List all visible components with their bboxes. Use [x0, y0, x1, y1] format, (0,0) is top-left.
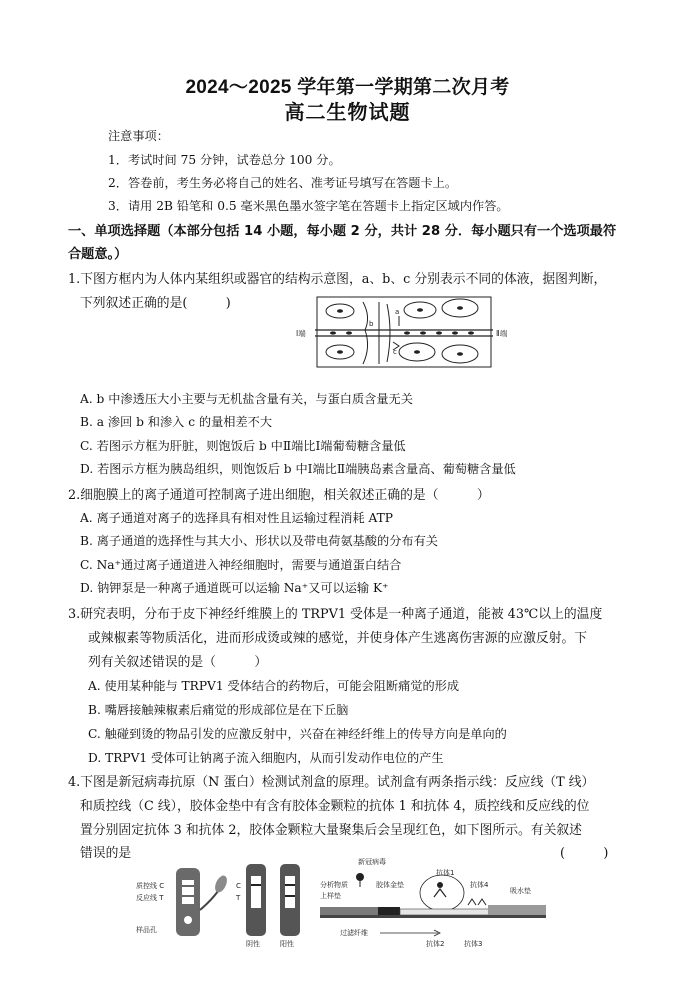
test-strip-diagram [128, 858, 313, 948]
q1-option-d: D. 若图示方框为胰岛组织，则饱饭后 b 中Ⅰ端比Ⅱ端胰岛素含量高、葡萄糖含量低 [80, 462, 516, 476]
label-end-1: Ⅰ端 [296, 329, 306, 338]
label-gold-pad: 胶体金垫 [376, 881, 404, 889]
question-4-stem-cont: 和质控线（C 线），胶体金垫中有含有胶体金颗粒的抗体 1 和抗体 4，质控线和反应线的位 [80, 799, 590, 814]
section-heading-cont: 合题意。） [68, 247, 128, 262]
answer-paren: ( ) [560, 846, 609, 861]
exam-title: 2024～2025 学年第一学期第二次月考 [185, 77, 510, 98]
question-4-stem-cont: 错误的是 [80, 846, 132, 861]
section-heading: 一、单项选择题（本部分包括 14 小题，每小题 2 分，共计 28 分．每小题只有一个选项最符 [68, 224, 617, 239]
label-c-neg: C [236, 882, 241, 890]
label-sample-hole: 样品孔 [136, 926, 157, 934]
q2-option-c: C. Na⁺通过离子通道进入神经细胞时，需要与通道蛋白结合 [80, 558, 402, 572]
label-virus: 新冠病毒 [358, 858, 386, 866]
label-sample: 分析物质 [320, 881, 348, 889]
label-antibody1: 抗体1 [436, 869, 455, 877]
question-3-stem: 3.研究表明，分布于皮下神经纤维膜上的 TRPV1 受体是一种离子通道，能被 43℃以上的温度 [68, 607, 603, 622]
notice-item: 2．答卷前，考生务必将自己的姓名、准考证号填写在答题卡上。 [108, 176, 458, 190]
tissue-structure-diagram [295, 292, 517, 372]
gold-pad-strip [378, 907, 400, 915]
label-negative: 阴性 [246, 940, 260, 948]
label-antibody2: 抗体2 [426, 940, 445, 948]
q3-option-d: D. TRPV1 受体可让钠离子流入细胞内，从而引发动作电位的产生 [88, 751, 444, 765]
label-sample-pad: 上样垫 [320, 892, 341, 900]
q2-option-b: B. 离子通道的选择性与其大小、形状以及带电荷氨基酸的分布有关 [80, 534, 438, 548]
label-t-neg: T [236, 894, 241, 902]
question-4-stem: 4.下图是新冠病毒抗原（N 蛋白）检测试剂盒的原理。试剂盒有两条指示线：反应线（T 线） [68, 775, 595, 790]
label-a: a [395, 308, 400, 316]
q3-option-c: C. 触碰到烫的物品引发的应激反射中，兴奋在神经纤维上的传导方向是单向的 [88, 727, 507, 741]
q1-option-c: C. 若图示方框为肝脏，则饱饭后 b 中Ⅱ端比Ⅰ端葡萄糖含量低 [80, 439, 406, 453]
question-4-stem-cont: 置分别固定抗体 3 和抗体 2，胶体金颗粒大量聚集后会呈现红色，如下图所示。有关叙述 [80, 823, 582, 838]
label-quality-line: 质控线 C [136, 882, 165, 890]
label-membrane: 过滤纤维 [340, 929, 368, 937]
label-positive: 阳性 [280, 940, 294, 948]
q1-option-b: B. a 渗回 b 和渗入 c 的量相差不大 [80, 415, 273, 429]
label-end-2: Ⅱ端 [496, 329, 508, 338]
question-3-stem-cont: 列有关叙述错误的是（ ） [88, 655, 268, 670]
notice-item: 1．考试时间 75 分钟，试卷总分 100 分。 [108, 153, 341, 167]
absorb-pad-strip [488, 905, 546, 915]
q3-option-b: B. 嘴唇接触辣椒素后痛觉的形成部位是在下丘脑 [88, 703, 349, 717]
exam-subject: 高二生物试题 [284, 100, 411, 124]
q1-option-a: A. b 中渗透压大小主要与无机盐含量有关，与蛋白质含量无关 [80, 392, 413, 406]
label-c: c [393, 348, 397, 356]
question-1-stem: 1.下图方框内为人体内某组织或器官的结构示意图，a、b、c 分别表示不同的体液，据图判断， [68, 272, 607, 287]
notice-label: 注意事项： [108, 129, 169, 143]
question-2-stem: 2.细胞膜上的离子通道可控制离子进出细胞，相关叙述正确的是（ ） [68, 488, 490, 503]
question-3-stem-cont: 或辣椒素等物质活化，进而形成烫或辣的感觉，并使身体产生逃离伤害源的应激反射。下 [88, 631, 588, 646]
label-b: b [369, 320, 374, 328]
label-absorb-pad: 吸水垫 [510, 887, 531, 895]
q2-option-a: A. 离子通道对离子的选择具有相对性且运输过程消耗 ATP [80, 511, 394, 525]
question-1-stem-cont: 下列叙述正确的是( ) [80, 296, 231, 311]
q2-option-d: D. 钠钾泵是一种离子通道既可以运输 Na⁺又可以运输 K⁺ [80, 581, 389, 595]
q3-option-a: A. 使用某种能与 TRPV1 受体结合的药物后，可能会阻断痛觉的形成 [88, 679, 460, 693]
notice-item: 3．请用 2B 铅笔和 0.5 毫米黑色墨水签字笔在答题卡上指定区域内作答。 [108, 199, 509, 213]
label-reaction-line: 反应线 T [136, 894, 164, 902]
label-antibody3: 抗体3 [464, 940, 483, 948]
sample-pad-strip [320, 907, 378, 915]
label-antibody4: 抗体4 [470, 881, 489, 889]
lateral-flow-diagram [318, 853, 550, 948]
virus-icon [356, 873, 364, 881]
